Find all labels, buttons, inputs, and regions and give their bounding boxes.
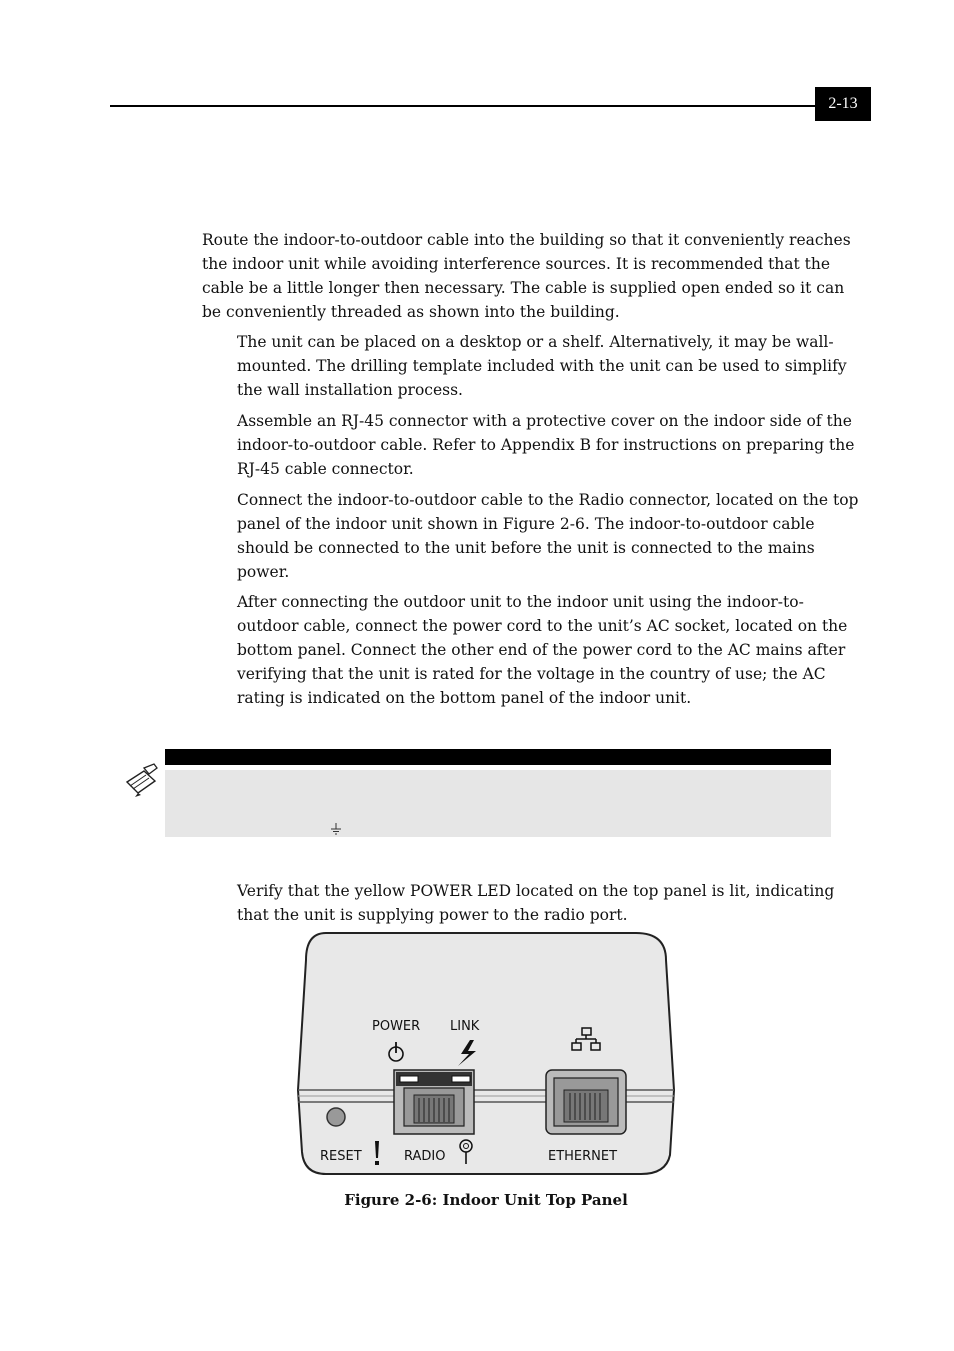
indoor-unit-top-panel-figure xyxy=(296,930,678,1178)
header-rule xyxy=(110,105,816,107)
page-number: 2-13 xyxy=(815,87,871,121)
step-paragraph: Assemble an RJ-45 connector with a protective cover on the indoor side of the indoor-to-outdoor cable. Refer to Appendix B for instructions on preparing the RJ-45 cable connector. xyxy=(237,412,855,478)
step-paragraph: Connect the indoor-to-outdoor cable to the Radio connector, located on the top panel of the indoor unit shown in Figure 2-6. The indoor-to-outdoor cable should be connected to the unit before the unit is connected to the mains power. xyxy=(237,491,859,581)
figure-caption: Figure 2-6: Indoor Unit Top Panel xyxy=(344,1191,628,1209)
link-label: LINK xyxy=(450,1019,480,1034)
reset-label: RESET xyxy=(320,1149,362,1164)
note-header-bar xyxy=(165,749,831,765)
ethernet-label: ETHERNET xyxy=(548,1149,618,1164)
link-led xyxy=(452,1076,470,1082)
radio-label: RADIO xyxy=(404,1149,446,1164)
step-paragraph: The unit can be placed on a desktop or a shelf. Alternatively, it may be wall-mounted. The drilling template included with the unit can be used to simplify the wall installation process. xyxy=(237,333,847,399)
note-pencil-icon xyxy=(124,762,160,800)
intro-paragraph: Route the indoor-to-outdoor cable into the building so that it conveniently reaches the indoor unit while avoiding interference sources. It is recommended that the cable be a little longer then necessary. The cable is supplied open ended so it can be conveniently threaded as shown into the building. xyxy=(202,231,851,321)
ethernet-port xyxy=(546,1070,626,1134)
radio-port xyxy=(394,1070,474,1134)
note-box xyxy=(165,770,831,837)
step-paragraph: After connecting the outdoor unit to the indoor unit using the indoor-to-outdoor cable, connect the power cord to the unit’s AC socket, located on the bottom panel. Connect the other end of the power cord to the AC mains after verifying that the unit is rated for the voltage in the country of use; the AC rating is indicated on the bottom panel of the indoor unit. xyxy=(237,593,848,707)
reset-button xyxy=(327,1108,345,1126)
verify-paragraph: Verify that the yellow POWER LED located on the top panel is lit, indicating that the unit is supplying power to the radio port. xyxy=(237,882,835,924)
power-led xyxy=(400,1076,418,1082)
power-label: POWER xyxy=(372,1019,421,1034)
ground-symbol-icon xyxy=(330,822,342,836)
